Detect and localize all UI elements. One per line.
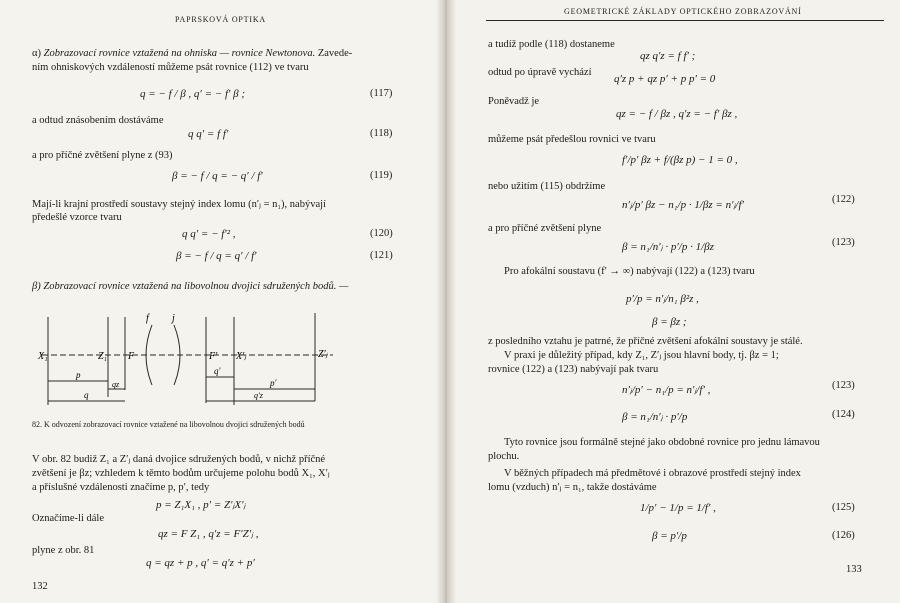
section-a-heading: [32, 47, 352, 60]
equation-117: q = − f / β , q′ = − f′ β ;: [140, 88, 246, 100]
equation-124-number: (124): [832, 409, 855, 420]
text-using-115: nebo užitím (115) obdržíme: [488, 181, 606, 192]
equation-126: β = p′/p: [652, 530, 687, 542]
equation-afocal-ratio: p′/p = n′ⱼ/n₁ β²z ,: [626, 293, 699, 305]
right-page-number: 133: [846, 564, 862, 575]
equation-123: β = n₁/n′ⱼ · p′/p · 1/βz: [622, 241, 714, 253]
text-magnification: a pro příčné zvětšení plyne z (93): [32, 150, 173, 161]
label-qz: qz: [112, 380, 120, 389]
para-last-line2: V praxi je důležitý případ, kdy Z₁, Z′ⱼ jsou hlavní body, tj. βz = 1;: [504, 350, 779, 361]
equation-119: β = − f / q = − q′ / f′: [172, 170, 263, 182]
equation-117-number: (117): [370, 88, 393, 99]
label-q: q: [84, 390, 89, 400]
figure-82: [28, 305, 348, 413]
equation-123-number: (123): [832, 237, 855, 248]
left-page-header: PAPRSKOVÁ OPTIKA: [175, 15, 266, 24]
equation-118: q q′ = f f′: [188, 128, 229, 140]
equation-sum-zero: q′z p + qz p′ + p p′ = 0: [614, 73, 716, 85]
equation-125: 1/p′ − 1/p = 1/f′ ,: [640, 502, 716, 514]
para-air-line2: lomu (vzduch) n′ⱼ = n₁, takže dostáváme: [488, 482, 657, 493]
text-afocal: Pro afokální soustavu (f′ → ∞) nabývají (122) a (123) tvaru: [504, 266, 755, 277]
label-x1: X₁: [38, 351, 48, 362]
equation-afocal-beta: β = βz ;: [652, 316, 687, 328]
equation-qz-product: qz q′z = f f′ ;: [640, 50, 696, 62]
text-multiplication: a odtud znásobením dostáváme: [32, 115, 164, 126]
text-mark: Označíme-li dále: [32, 513, 105, 524]
section-b-heading: β) Zobrazovací rovnice vztažená na libovolnou dvojici sdružených bodů. —: [32, 281, 349, 292]
text-media-line2: předešlé vzorce tvaru: [32, 212, 122, 223]
equation-126-number: (126): [832, 530, 855, 541]
label-f-focus: F: [128, 351, 135, 362]
equation-122-number: (122): [832, 194, 855, 205]
text-magn-right: a pro příčné zvětšení plyne: [488, 223, 602, 234]
equation-p: p = Z₁X₁ , p′ = Z′ⱼX′ⱼ: [156, 499, 246, 511]
para-obr-line1: V obr. 82 budiž Z₁ a Z′ⱼ daná dvojice sdružených bodů, v nichž příčné: [32, 454, 326, 465]
label-qp: q′: [214, 366, 221, 376]
equation-118-number: (118): [370, 128, 393, 139]
para-obr-line3: a příslušné vzdálenosti značíme p, p′, tedy: [32, 482, 210, 493]
header-rule: [486, 20, 884, 21]
equation-fraction-form: f′/p′ βz + f/(βz p) − 1 = 0 ,: [622, 154, 738, 166]
equation-121-number: (121): [370, 250, 393, 261]
equation-121: β = − f / q = q′ / f′: [176, 250, 257, 262]
label-j: j: [172, 313, 175, 324]
equation-q-sum: q = qz + p , q′ = q′z + p′: [146, 557, 255, 569]
section-a-title: Zobrazovací rovnice vztažená na ohniska — rovnice Newtonova.: [43, 48, 316, 59]
label-xjp: X′ⱼ: [236, 351, 247, 362]
para-last-line1: z posledního vztahu je patrné, že příčné zvětšení afokální soustavy je stálé.: [488, 336, 803, 347]
label-qzp: q′z: [254, 391, 263, 400]
para-same-line1: Tyto rovnice jsou formálně stejné jako obdobné rovnice pro jednu lámavou: [504, 437, 820, 448]
figure-82-caption: 82. K odvození zobrazovací rovnice vztažené na libovolnou dvojici sdružených bodů: [32, 420, 305, 429]
section-a-label: α): [32, 48, 41, 59]
label-pp: p′: [270, 378, 277, 388]
label-fp: F′: [209, 351, 218, 362]
text-media-line1: Mají-li krajní prostředí soustavy stejný index lomu (n′ⱼ = n₁), nabývají: [32, 199, 326, 210]
left-page-number: 132: [32, 581, 48, 592]
label-p: p: [76, 370, 81, 380]
equation-qz-values: qz = − f / βz , q′z = − f′ βz ,: [616, 108, 738, 120]
para-obr-line2: zvětšení je βz; vzhledem k těmto bodům určujeme polohu bodů X₁, X′ⱼ: [32, 468, 330, 479]
equation-125-number: (125): [832, 502, 855, 513]
text-write: můžeme psát předešlou rovnici ve tvaru: [488, 134, 656, 145]
left-page: [0, 0, 446, 603]
label-f: f: [146, 313, 149, 324]
book-gutter: [436, 0, 456, 603]
equation-120: q q′ = − f′² ,: [182, 228, 236, 240]
text-since: Poněvadž je: [488, 96, 540, 107]
para-same-line2: plochu.: [488, 451, 520, 462]
section-a-rest: Zavede-: [317, 48, 353, 59]
label-z1: Z₁: [98, 351, 108, 362]
text-from-fig: plyne z obr. 81: [32, 545, 95, 556]
para-air-line1: V běžných případech má předmětové i obrazové prostředí stejný index: [504, 468, 801, 479]
text-adjust: odtud po úpravě vychází: [488, 67, 592, 78]
section-a-line2: ním ohniskových vzdáleností můžeme psát rovnice (112) ve tvaru: [32, 62, 309, 73]
equation-qz: qz = F Z₁ , q′z = F′Z′ⱼ ,: [158, 528, 259, 540]
right-page-header: GEOMETRICKÉ ZÁKLADY OPTICKÉHO ZOBRAZOVÁNÍ: [564, 7, 802, 16]
text-hence: a tudíž podle (118) dostaneme: [488, 39, 615, 50]
right-page: [446, 0, 900, 603]
equation-123b-number: (123): [832, 380, 855, 391]
para-last-line3: rovnice (122) a (123) nabývají pak tvaru: [488, 364, 659, 375]
equation-119-number: (119): [370, 170, 393, 181]
equation-123b: n′ⱼ/p′ − n₁/p = n′ⱼ/f′ ,: [622, 384, 711, 396]
equation-122: n′ⱼ/p′ βz − n₁/p · 1/βz = n′ⱼ/f′: [622, 199, 744, 211]
label-zjp: Z′ⱼ: [318, 349, 328, 360]
equation-120-number: (120): [370, 228, 393, 239]
equation-124: β = n₁/n′ⱼ · p′/p: [622, 411, 688, 423]
